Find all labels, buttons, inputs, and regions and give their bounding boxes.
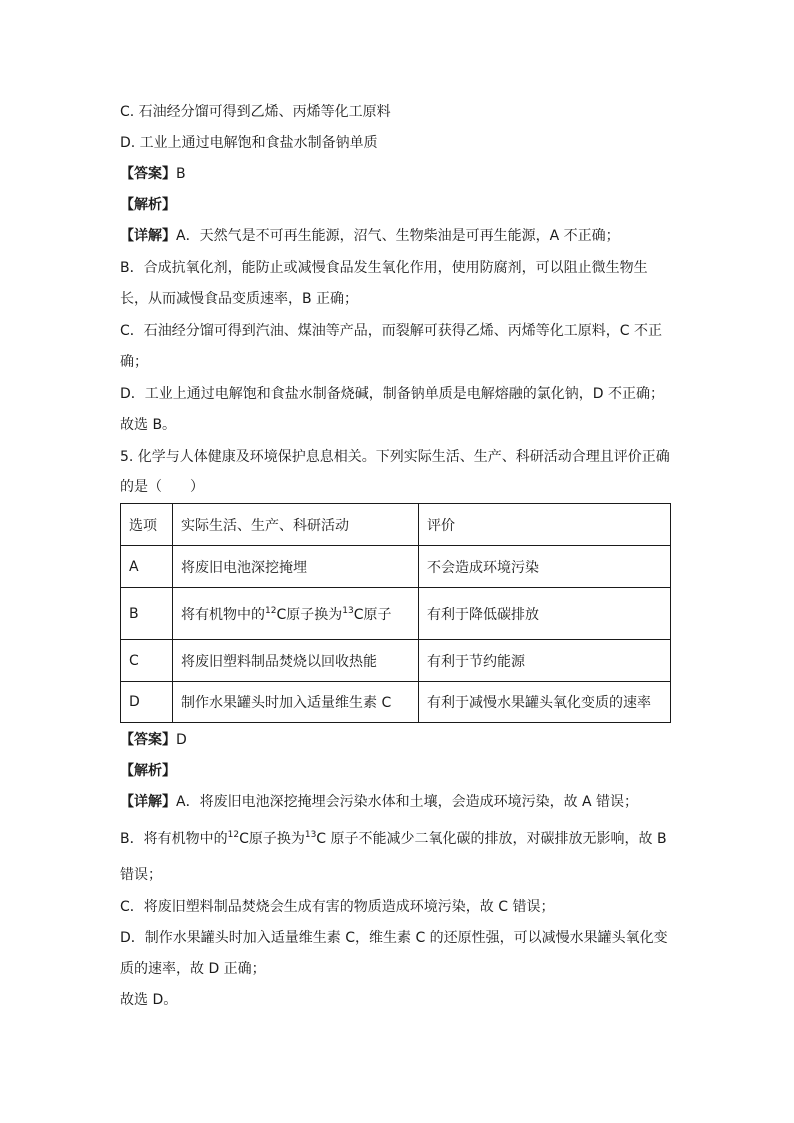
answer-label: 【答案】 bbox=[120, 732, 176, 748]
header-evaluation: 评价 bbox=[419, 504, 671, 546]
q5-analysis-label: 【解析】 bbox=[120, 763, 176, 779]
q5-conclusion: 故选 D。 bbox=[120, 992, 178, 1008]
activity-text-post: C原子 bbox=[353, 606, 392, 623]
q5-detail-a bbox=[120, 793, 638, 811]
detail-label: 【详解】 bbox=[120, 794, 176, 810]
detail-text: A．将废旧电池深挖掩埋会污染水体和土壤，会造成环境污染，故 A 错误； bbox=[176, 794, 639, 810]
detail-b-post: C 原子不能减少二氧化碳的排放，对碳排放无影响，故 B bbox=[316, 831, 667, 847]
table-row bbox=[121, 588, 671, 640]
cell-activity: 将废旧电池深挖掩埋 bbox=[173, 546, 419, 588]
header-option: 选项 bbox=[121, 504, 173, 546]
q4-answer bbox=[120, 165, 186, 183]
q4-detail-c-line1: C．石油经分馏可得到汽油、煤油等产品，而裂解可获得乙烯、丙烯等化工原料，C 不正 bbox=[120, 323, 662, 339]
cell-evaluation: 有利于减慢水果罐头氧化变质的速率 bbox=[419, 682, 671, 723]
cell-option: B bbox=[121, 588, 173, 640]
answer-label: 【答案】 bbox=[120, 166, 176, 182]
cell-option: A bbox=[121, 546, 173, 588]
cell-evaluation: 有利于降低碳排放 bbox=[419, 588, 671, 640]
q4-detail-d: D．工业上通过电解饱和食盐水制备烧碱，制备钠单质是电解熔融的氯化钠，D 不正确； bbox=[120, 386, 665, 402]
header-activity: 实际生活、生产、科研活动 bbox=[173, 504, 419, 546]
cell-activity: 将废旧塑料制品焚烧以回收热能 bbox=[173, 640, 419, 682]
cell-option: D bbox=[121, 682, 173, 723]
activity-text-pre: 将有机物中的 bbox=[181, 606, 265, 623]
q5-detail-d-line1: D．制作水果罐头时加入适量维生素 C，维生素 C 的还原性强，可以减慢水果罐头氧化变 bbox=[120, 930, 668, 946]
activity-text-mid: C原子换为 bbox=[276, 606, 343, 623]
q4-detail-b-line1: B．合成抗氧化剂，能防止或减慢食品发生氧化作用，使用防腐剂，可以阻止微生物生 bbox=[120, 260, 648, 276]
answer-value: B bbox=[176, 166, 186, 182]
q5-detail-c: C．将废旧塑料制品焚烧会生成有害的物质造成环境污染，故 C 错误； bbox=[120, 899, 555, 915]
detail-b-mid: C原子换为 bbox=[239, 831, 305, 847]
q4-detail-a bbox=[120, 227, 620, 245]
table-row bbox=[121, 546, 671, 588]
mass-number-13: 13 bbox=[342, 605, 354, 616]
detail-text: A．天然气是不可再生能源，沼气、生物柴油是可再生能源，A 不正确； bbox=[176, 228, 620, 244]
q4-detail-b-line2: 长，从而减慢食品变质速率，B 正确； bbox=[120, 291, 359, 307]
table-header-row bbox=[121, 504, 671, 546]
detail-b-pre: B．将有机物中的 bbox=[120, 831, 228, 847]
detail-label: 【详解】 bbox=[120, 228, 176, 244]
mass-number-12: 12 bbox=[265, 605, 277, 616]
cell-evaluation: 有利于节约能源 bbox=[419, 640, 671, 682]
q5-stem-line1: 5. 化学与人体健康及环境保护息息相关。下列实际生活、生产、科研活动合理且评价正确 bbox=[120, 449, 670, 465]
table-row bbox=[121, 682, 671, 723]
q4-option-d: D. 工业上通过电解饱和食盐水制备钠单质 bbox=[120, 135, 378, 151]
q4-conclusion: 故选 B。 bbox=[120, 417, 177, 433]
q4-analysis-label: 【解析】 bbox=[120, 197, 176, 213]
q5-detail-b-line2: 错误； bbox=[120, 867, 162, 883]
q5-detail-d-line2: 质的速率，故 D 正确； bbox=[120, 961, 266, 977]
q4-option-c: C. 石油经分馏可得到乙烯、丙烯等化工原料 bbox=[120, 104, 391, 120]
mass-number-13: 13 bbox=[304, 830, 317, 840]
q5-detail-b-line1 bbox=[120, 830, 667, 848]
cell-activity: 制作水果罐头时加入适量维生素 C bbox=[173, 682, 419, 723]
table-row bbox=[121, 640, 671, 682]
cell-evaluation: 不会造成环境污染 bbox=[419, 546, 671, 588]
q5-answer bbox=[120, 731, 187, 749]
q4-detail-c-line2: 确； bbox=[120, 354, 148, 370]
cell-activity bbox=[173, 588, 419, 640]
mass-number-12: 12 bbox=[227, 830, 240, 840]
answer-value: D bbox=[176, 732, 187, 748]
cell-option: C bbox=[121, 640, 173, 682]
q5-stem-line2: 的是（ ） bbox=[120, 479, 204, 495]
q5-options-table bbox=[120, 503, 671, 723]
